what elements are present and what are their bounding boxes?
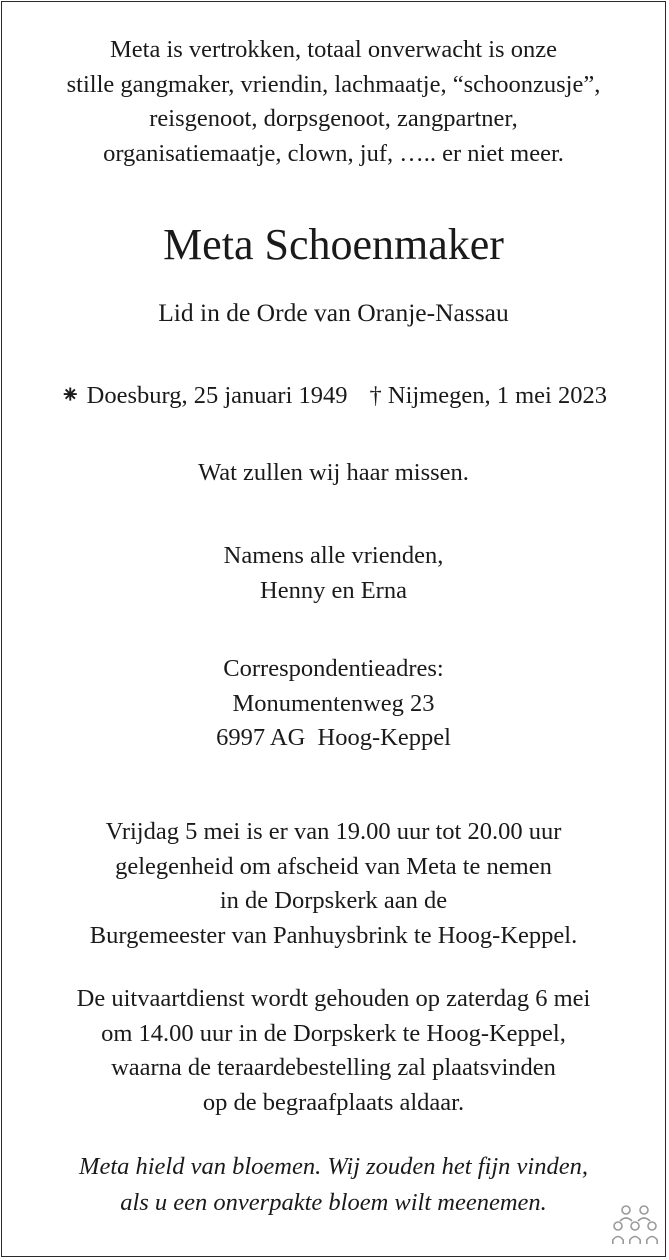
deceased-name: Meta Schoenmaker <box>163 220 504 269</box>
opening-poem <box>0 33 667 171</box>
address-street: Monumentenweg 23 <box>232 689 435 717</box>
honorary-title: Lid in de Orde van Oranje-Nassau <box>158 298 509 327</box>
flowers-line: als u een onverpakte bloem wilt meenemen. <box>120 1189 547 1216</box>
life-dates <box>0 378 667 414</box>
service-line: op de begraafplaats aldaar. <box>202 1088 465 1116</box>
service-line: De uitvaartdienst wordt gehouden op zaterdag 6 mei <box>76 985 591 1012</box>
visitation-info <box>0 815 667 953</box>
visitation-line: Vrijdag 5 mei is er van 19.00 uur tot 20.00 uur <box>105 818 562 845</box>
address-heading: Correspondentieadres: <box>223 655 444 682</box>
address-city: Hoog-Keppel <box>317 724 451 751</box>
visitation-line: Burgemeester van Panhuysbrink te Hoog-Keppel. <box>89 921 578 949</box>
people-group-icon <box>612 1204 658 1246</box>
poem-line: reisgenoot, dorpsgenoot, zangpartner, <box>149 105 518 132</box>
poem-line: stille gangmaker, vriendin, lachmaatje, “schoonzusje”, <box>66 70 601 98</box>
service-line: waarna de teraardebestelling zal plaatsvinden <box>111 1054 556 1081</box>
flowers-request <box>0 1149 667 1221</box>
signatories <box>0 538 667 608</box>
birth-date: Doesburg, 25 januari 1949 <box>86 382 348 409</box>
death-date: Nijmegen, 1 mei 2023 <box>387 382 607 409</box>
missing-statement: Wat zullen wij haar missen. <box>198 459 469 486</box>
signatory-line: Namens alle vrienden, <box>223 542 444 569</box>
service-line: om 14.00 uur in de Dorpskerk te Hoog-Keppel, <box>101 1019 566 1047</box>
flowers-line: Meta hield van bloemen. Wij zouden het fijn vinden, <box>79 1153 588 1180</box>
death-symbol-icon: † <box>369 382 382 409</box>
address-postal <box>0 721 667 756</box>
poem-line: Meta is vertrokken, totaal onverwacht is onze <box>110 36 557 63</box>
funeral-service-info <box>0 982 667 1120</box>
visitation-line: gelegenheid om afscheid van Meta te nemen <box>115 852 552 880</box>
visitation-line: in de Dorpskerk aan de <box>219 887 448 914</box>
correspondence-address <box>0 652 667 756</box>
poem-line: organisatiemaatje, clown, juf, ….. er niet meer. <box>103 139 564 167</box>
birth-symbol-icon: ⁕ <box>60 382 81 409</box>
signatory-line: Henny en Erna <box>260 577 407 604</box>
address-postcode: 6997 AG <box>216 724 306 751</box>
